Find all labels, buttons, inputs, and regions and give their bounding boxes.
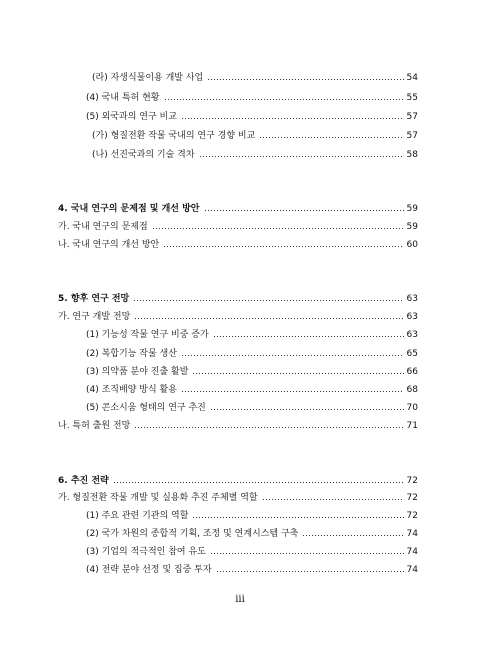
toc-entry-page: 63 bbox=[406, 330, 418, 340]
dot-leader bbox=[152, 228, 404, 229]
toc-entry bbox=[86, 364, 418, 380]
toc-entry bbox=[86, 508, 418, 524]
toc-entry bbox=[86, 327, 418, 343]
dot-leader bbox=[192, 373, 403, 374]
toc-entry-page: 66 bbox=[406, 367, 418, 377]
toc-entry-page: 65 bbox=[406, 349, 418, 359]
toc-entry-page: 60 bbox=[406, 240, 418, 250]
dot-leader bbox=[259, 137, 403, 138]
toc-entry-label: (3) 의약품 분야 진출 활발 bbox=[86, 367, 189, 377]
toc-entry-label: 4. 국내 연구의 문제점 및 개선 방안 bbox=[58, 204, 200, 214]
toc-entry-label: 5. 향후 연구 전망 bbox=[58, 294, 130, 304]
dot-leader bbox=[302, 535, 403, 536]
dot-leader bbox=[199, 156, 404, 157]
dot-leader bbox=[216, 571, 404, 572]
toc-entry bbox=[58, 490, 418, 506]
page-number: iii bbox=[235, 594, 245, 605]
dot-leader bbox=[163, 246, 403, 247]
toc-entry-page: 72 bbox=[406, 476, 418, 486]
dot-leader bbox=[181, 118, 404, 119]
toc-entry-page: 63 bbox=[406, 312, 418, 322]
toc-entry-label: (3) 기업의 적극적인 참여 유도 bbox=[86, 547, 206, 557]
toc-entry-label: 가. 국내 연구의 문제점 bbox=[58, 222, 148, 232]
toc-entry-page: 72 bbox=[406, 511, 418, 521]
toc-entry-label: (2) 복합기능 작물 생산 bbox=[86, 349, 177, 359]
dot-leader bbox=[133, 300, 403, 301]
toc-entry-page: 71 bbox=[406, 421, 418, 431]
toc-entry-label: (4) 전략 분야 선정 및 집중 투자 bbox=[86, 565, 212, 575]
toc-entry-page: 58 bbox=[406, 150, 418, 160]
toc-entry-page: 55 bbox=[406, 93, 418, 103]
toc-entry bbox=[86, 526, 418, 542]
toc-entry-page: 72 bbox=[406, 493, 418, 503]
toc-entry bbox=[86, 400, 418, 416]
dot-leader bbox=[204, 210, 404, 211]
toc-entry-label: (가) 형질전환 작물 국내의 연구 경향 비교 bbox=[92, 131, 256, 141]
toc-entry-page: 70 bbox=[406, 403, 418, 413]
toc-entry-label: 나. 특허 출원 전망 bbox=[58, 421, 131, 431]
dot-leader bbox=[134, 318, 403, 319]
toc-section-heading bbox=[58, 201, 418, 217]
toc-entry-page: 59 bbox=[406, 204, 418, 214]
toc-entry-label: (4) 국내 특허 현황 bbox=[86, 93, 160, 103]
toc-entry bbox=[92, 128, 418, 144]
toc-entry-label: (2) 국가 차원의 종합적 기획, 조정 및 연계시스템 구축 bbox=[86, 529, 299, 539]
toc-entry-page: 57 bbox=[406, 131, 418, 141]
toc-entry-page: 74 bbox=[406, 529, 418, 539]
toc-entry-label: (나) 선진국과의 기술 격차 bbox=[92, 150, 195, 160]
toc-entry-label: (라) 자생식물이용 개발 사업 bbox=[92, 73, 204, 83]
toc-entry-page: 63 bbox=[406, 294, 418, 304]
toc-section-heading bbox=[58, 473, 418, 489]
toc-entry bbox=[58, 219, 418, 235]
dot-leader bbox=[181, 355, 404, 356]
dot-leader bbox=[213, 336, 404, 337]
toc-entry bbox=[58, 418, 418, 434]
dot-leader bbox=[192, 517, 403, 518]
dot-leader bbox=[262, 499, 404, 500]
toc-entry bbox=[58, 309, 418, 325]
toc-entry bbox=[58, 237, 418, 253]
toc-entry-label: 나. 국내 연구의 개선 방안 bbox=[58, 240, 160, 250]
dot-leader bbox=[164, 99, 404, 100]
toc-entry-label: 가. 형질전환 작물 개발 및 실용화 추진 주체별 역할 bbox=[58, 493, 258, 503]
toc-entry-label: 6. 추진 전략 bbox=[58, 476, 109, 486]
toc-entry-label: 가. 연구 개발 전망 bbox=[58, 312, 131, 322]
toc-entry-page: 59 bbox=[406, 222, 418, 232]
toc-entry-label: (1) 주요 관련 기관의 역할 bbox=[86, 511, 189, 521]
toc-entry-page: 74 bbox=[406, 565, 418, 575]
toc-entry bbox=[86, 90, 418, 106]
toc-entry-label: (5) 외국과의 연구 비교 bbox=[86, 112, 177, 122]
toc-entry-page: 68 bbox=[406, 385, 418, 395]
toc-entry-page: 74 bbox=[406, 547, 418, 557]
dot-leader bbox=[134, 427, 403, 428]
dot-leader bbox=[181, 391, 404, 392]
toc-entry bbox=[86, 382, 418, 398]
toc-entry bbox=[86, 544, 418, 560]
toc-entry bbox=[92, 147, 418, 163]
toc-section-heading bbox=[58, 291, 418, 307]
toc-entry-label: (1) 기능성 작물 연구 비중 증가 bbox=[86, 330, 209, 340]
dot-leader bbox=[113, 482, 404, 483]
toc-entry bbox=[86, 346, 418, 362]
toc-entry-label: (5) 콘소시움 형태의 연구 추진 bbox=[86, 403, 206, 413]
toc-entry bbox=[86, 109, 418, 125]
dot-leader bbox=[207, 79, 403, 80]
toc-entry-page: 54 bbox=[406, 73, 418, 83]
dot-leader bbox=[210, 553, 404, 554]
dot-leader bbox=[210, 409, 404, 410]
toc-entry bbox=[86, 562, 418, 578]
toc-entry-label: (4) 조직배양 방식 활용 bbox=[86, 385, 177, 395]
toc-entry bbox=[92, 70, 418, 86]
toc-entry-page: 57 bbox=[406, 112, 418, 122]
